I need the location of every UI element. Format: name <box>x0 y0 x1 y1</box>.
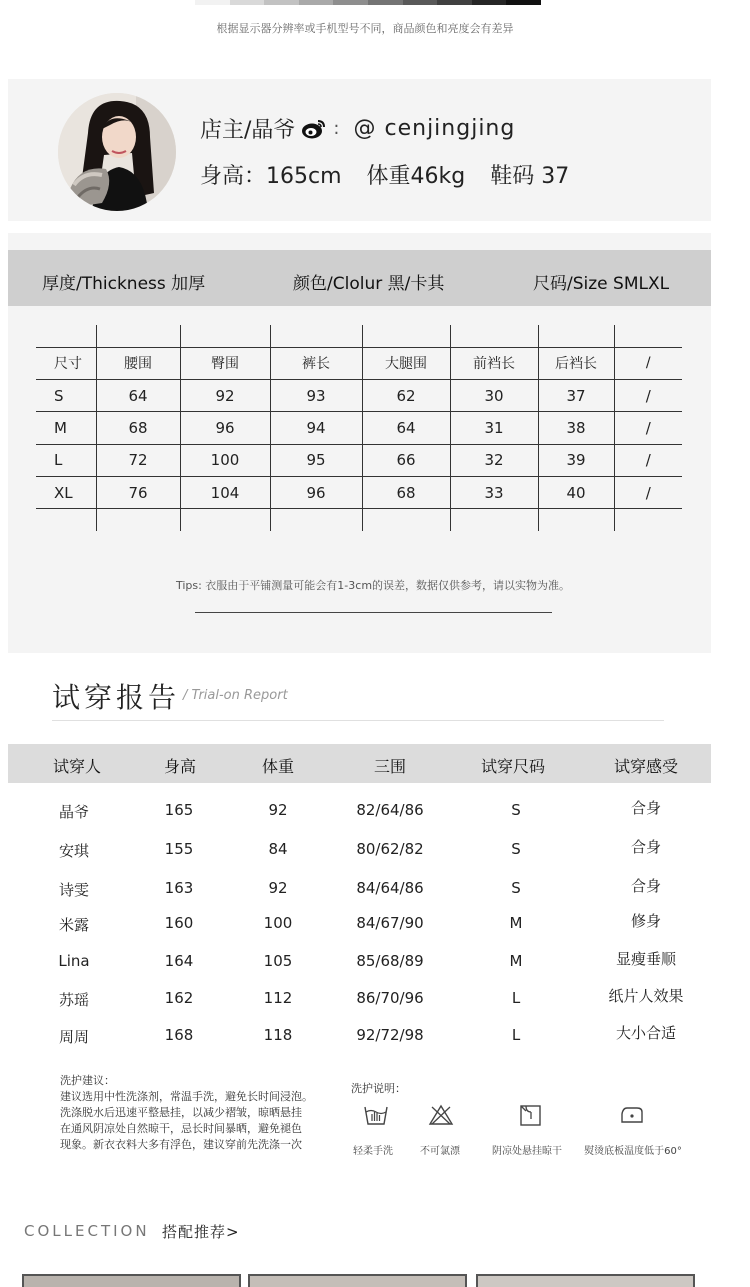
report-cell: 118 <box>263 1026 293 1044</box>
table-header-row <box>36 347 682 379</box>
header-cell: 前裆长 <box>450 347 538 379</box>
care-caption: 熨烫底板温度低于60° <box>584 1146 682 1157</box>
report-cell: 105 <box>263 952 293 970</box>
color-swatch <box>472 0 507 5</box>
table-cell: XL <box>36 477 96 509</box>
color-swatch <box>368 0 403 5</box>
report-cell: S <box>511 801 521 819</box>
report-cell: 合身 <box>630 799 662 817</box>
care-advice-title: 洗护建议： <box>60 1074 115 1087</box>
owner-colon: : <box>333 118 340 139</box>
table-cell: 92 <box>180 379 270 411</box>
report-row <box>0 879 750 909</box>
header-cell: / <box>614 347 682 379</box>
header-cell: 尺寸 <box>36 347 96 379</box>
table-cell: 76 <box>96 477 180 509</box>
report-header-cell: 体重 <box>261 757 295 776</box>
color-swatch-strip <box>195 0 541 5</box>
header-cell: 后裆长 <box>538 347 614 379</box>
iron-icon <box>619 1103 645 1127</box>
report-cell: 162 <box>164 989 194 1007</box>
report-cell: 92 <box>268 879 288 897</box>
table-cell: 94 <box>270 412 362 444</box>
spec-color: 颜色/Clolur 黑/卡其 <box>293 274 445 294</box>
table-cell: 62 <box>362 379 450 411</box>
care-caption: 轻柔手洗 <box>353 1146 393 1157</box>
color-disclaimer: 根据显示器分辨率或手机型号不同，商品颜色和亮度会有差异 <box>216 22 514 35</box>
table-cell: 72 <box>96 444 180 476</box>
table-cell: M <box>36 412 96 444</box>
report-header-cell: 身高 <box>163 757 197 776</box>
divider <box>195 612 552 613</box>
table-cell: 39 <box>538 444 614 476</box>
color-swatch <box>264 0 299 5</box>
header-cell: 裤长 <box>270 347 362 379</box>
report-row <box>0 952 750 982</box>
owner-shoe-size: 鞋码 37 <box>490 164 570 189</box>
report-cell: 84/67/90 <box>356 914 424 932</box>
report-cell: 100 <box>263 914 293 932</box>
measurement-tips: Tips: 衣服由于平铺测量可能会有1-3cm的误差，数据仅供参考，请以实物为准。 <box>175 579 571 592</box>
report-row <box>0 1026 750 1056</box>
care-advice-line: 现象。新衣衣料大多有浮色，建议穿前先洗涤一次 <box>60 1138 302 1151</box>
owner-avatar <box>58 93 176 211</box>
color-swatch <box>506 0 541 5</box>
spec-thickness: 厚度/Thickness 加厚 <box>42 274 206 294</box>
report-row <box>0 840 750 870</box>
report-cell: 160 <box>164 914 194 932</box>
divider <box>52 720 664 721</box>
table-row <box>36 444 682 476</box>
care-caption: 阴凉处悬挂晾干 <box>492 1146 562 1157</box>
report-cell: 合身 <box>630 838 662 856</box>
report-cell: 米露 <box>58 916 90 934</box>
care-advice-line: 在通风阴凉处自然晾干，忌长时间暴晒，避免褪色 <box>60 1122 302 1135</box>
table-cell: 40 <box>538 477 614 509</box>
report-cell: 合身 <box>630 877 662 895</box>
report-cell: 大小合适 <box>615 1024 677 1042</box>
report-row <box>0 914 750 944</box>
report-cell: 112 <box>263 989 293 1007</box>
owner-weight: 体重46kg <box>366 164 466 189</box>
report-subtitle: / Trial-on Report <box>183 688 288 703</box>
table-cell: / <box>614 379 682 411</box>
color-swatch <box>230 0 265 5</box>
table-row <box>36 412 682 444</box>
report-row <box>0 801 750 831</box>
report-cell: 92 <box>268 801 288 819</box>
hand-wash-icon <box>363 1103 389 1127</box>
owner-stats <box>200 159 587 190</box>
report-cell: 165 <box>164 801 194 819</box>
table-cell: 31 <box>450 412 538 444</box>
report-cell: 84 <box>268 840 288 858</box>
table-cell: L <box>36 444 96 476</box>
collection-thumbnail[interactable] <box>476 1274 695 1287</box>
report-header-cell: 试穿尺码 <box>480 757 546 776</box>
report-cell: 86/70/96 <box>356 989 424 1007</box>
table-cell: 30 <box>450 379 538 411</box>
report-cell: 80/62/82 <box>356 840 424 858</box>
collection-thumbnail[interactable] <box>22 1274 241 1287</box>
table-cell: 66 <box>362 444 450 476</box>
report-cell: 修身 <box>630 912 662 930</box>
table-cell: 32 <box>450 444 538 476</box>
weibo-icon <box>301 118 327 140</box>
color-swatch <box>403 0 438 5</box>
table-spacer-row <box>36 325 682 347</box>
size-section <box>8 233 711 653</box>
color-swatch <box>195 0 230 5</box>
report-cell: M <box>509 952 523 970</box>
table-row <box>36 477 682 509</box>
collection-title: COLLECTION <box>24 1222 150 1240</box>
report-cell: M <box>509 914 523 932</box>
table-cell: 33 <box>450 477 538 509</box>
report-cell: 纸片人效果 <box>608 987 684 1005</box>
header-cell: 大腿围 <box>362 347 450 379</box>
table-cell: 93 <box>270 379 362 411</box>
report-cell: 85/68/89 <box>356 952 424 970</box>
table-cell: 100 <box>180 444 270 476</box>
care-advice-text <box>60 1089 320 1153</box>
table-cell: 68 <box>362 477 450 509</box>
report-cell: 苏瑶 <box>58 991 90 1009</box>
table-cell: 37 <box>538 379 614 411</box>
owner-card <box>8 79 711 221</box>
report-header-cell: 试穿人 <box>52 757 102 776</box>
table-cell: 64 <box>96 379 180 411</box>
color-swatch <box>299 0 334 5</box>
table-cell: / <box>614 444 682 476</box>
table-cell: 96 <box>180 412 270 444</box>
report-cell: 155 <box>164 840 194 858</box>
owner-name-line <box>200 113 515 144</box>
owner-height: 身高：165cm <box>200 164 342 189</box>
report-header-cell: 三围 <box>373 757 407 776</box>
spec-size: 尺码/Size SMLXL <box>533 274 670 294</box>
table-cell: / <box>614 477 682 509</box>
color-swatch <box>333 0 368 5</box>
color-swatch <box>437 0 472 5</box>
report-row <box>0 989 750 1019</box>
spec-bar <box>8 250 711 306</box>
report-cell: 84/64/86 <box>356 879 424 897</box>
report-cell: 诗雯 <box>58 881 90 899</box>
table-cell: 64 <box>362 412 450 444</box>
table-cell: 68 <box>96 412 180 444</box>
report-cell: 163 <box>164 879 194 897</box>
weibo-handle[interactable]: @ cenjingjing <box>353 116 516 141</box>
report-title: 试穿报告 <box>52 681 181 714</box>
report-cell: S <box>511 840 521 858</box>
care-advice-line: 洗涤脱水后迅速平整悬挂，以减少褶皱，晾晒悬挂 <box>60 1106 302 1119</box>
care-caption: 不可氯漂 <box>420 1146 460 1157</box>
report-cell: L <box>511 989 521 1007</box>
table-row <box>36 379 682 411</box>
header-cell: 臀围 <box>180 347 270 379</box>
report-cell: 164 <box>164 952 194 970</box>
report-cell: L <box>511 1026 521 1044</box>
table-cell: 96 <box>270 477 362 509</box>
report-cell: Lina <box>58 952 90 970</box>
care-advice-line: 建议选用中性洗涤剂，常温手洗，避免长时间浸泡。 <box>60 1090 313 1103</box>
size-chart-table <box>36 325 682 531</box>
owner-name: 店主/晶爷 <box>200 118 296 143</box>
table-cell: 38 <box>538 412 614 444</box>
table-cell: 104 <box>180 477 270 509</box>
hang-dry-icon <box>518 1103 544 1127</box>
report-header-row <box>8 744 711 783</box>
table-cell: S <box>36 379 96 411</box>
collection-thumbnail[interactable] <box>248 1274 467 1287</box>
header-cell: 腰围 <box>96 347 180 379</box>
report-cell: 周周 <box>58 1028 90 1046</box>
report-cell: 显瘦垂顺 <box>615 950 677 968</box>
report-cell: 82/64/86 <box>356 801 424 819</box>
table-cell: 95 <box>270 444 362 476</box>
report-cell: 168 <box>164 1026 194 1044</box>
collection-link[interactable]: 搭配推荐> <box>162 1223 240 1241</box>
care-labels-title: 洗护说明： <box>351 1082 406 1095</box>
table-cell: / <box>614 412 682 444</box>
no-bleach-icon <box>428 1103 454 1127</box>
report-cell: S <box>511 879 521 897</box>
report-header-cell: 试穿感受 <box>613 757 679 776</box>
report-cell: 安琪 <box>58 842 90 860</box>
table-spacer-row <box>36 509 682 531</box>
report-cell: 92/72/98 <box>356 1026 424 1044</box>
report-cell: 晶爷 <box>58 803 90 821</box>
